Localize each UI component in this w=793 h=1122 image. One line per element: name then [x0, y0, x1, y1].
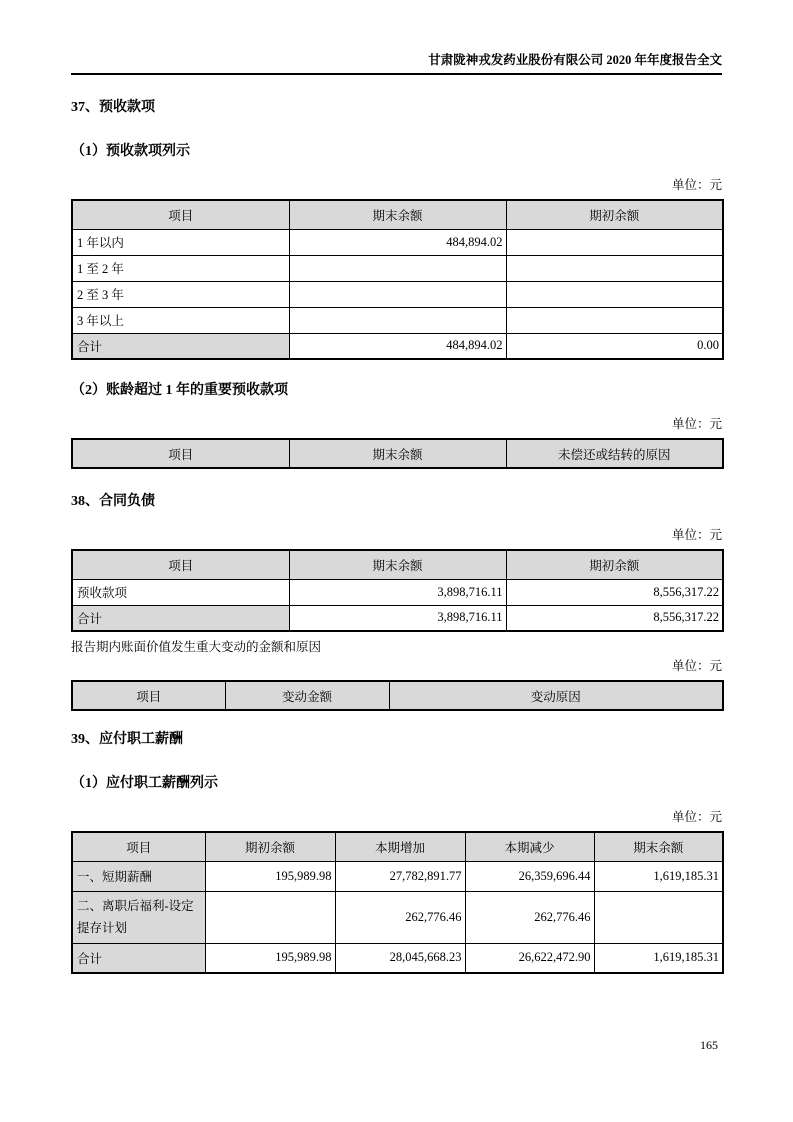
header-cell-ending-balance: 期末余额	[594, 832, 723, 861]
beginning-balance-value: 8,556,317.22	[506, 579, 723, 605]
total-row	[72, 943, 723, 973]
unit-label: 单位：元	[671, 528, 722, 542]
ending-balance-value: 3,898,716.11	[289, 579, 506, 605]
total-beginning-balance: 195,989.98	[205, 943, 335, 973]
section-38-note: 报告期内账面价值发生重大变动的金额和原因	[71, 640, 322, 654]
header-cell-decrease: 本期减少	[465, 832, 594, 861]
total-row	[72, 605, 723, 631]
ending-balance-value: 484,894.02	[289, 229, 506, 255]
ending-balance-value	[289, 255, 506, 281]
section-37-2-title: （2）账龄超过 1 年的重要预收款项	[71, 383, 288, 398]
table-row	[72, 281, 723, 307]
header-cell-item: 项目	[72, 681, 225, 710]
unit-label: 单位：元	[671, 659, 722, 673]
table-row	[72, 229, 723, 255]
section-37-1-title: （1）预收款项列示	[71, 144, 190, 159]
section-38-title: 38、合同负债	[71, 494, 155, 509]
total-ending-balance: 484,894.02	[289, 333, 506, 359]
beginning-balance-value	[506, 229, 723, 255]
total-decrease: 26,622,472.90	[465, 943, 594, 973]
header-cell-item: 项目	[72, 550, 289, 579]
row-label: 2 至 3 年	[72, 281, 289, 307]
ending-balance-value	[594, 891, 723, 943]
beginning-balance-value	[506, 307, 723, 333]
table-row	[72, 891, 723, 943]
total-row	[72, 333, 723, 359]
increase-value: 27,782,891.77	[335, 861, 465, 891]
header-cell-beginning-balance: 期初余额	[205, 832, 335, 861]
ending-balance-value	[289, 307, 506, 333]
aged-prepayments-table	[71, 438, 724, 469]
beginning-balance-value: 195,989.98	[205, 861, 335, 891]
total-label: 合计	[72, 605, 289, 631]
header-cell-change-amount: 变动金额	[225, 681, 389, 710]
beginning-balance-value	[205, 891, 335, 943]
row-label: 1 至 2 年	[72, 255, 289, 281]
beginning-balance-value	[506, 255, 723, 281]
header-cell-increase: 本期增加	[335, 832, 465, 861]
total-label: 合计	[72, 333, 289, 359]
header-cell-beginning-balance: 期初余额	[506, 200, 723, 229]
section-37-title: 37、预收款项	[71, 100, 155, 115]
header-cell-ending-balance: 期末余额	[289, 200, 506, 229]
section-39-1-title: （1）应付职工薪酬列示	[71, 776, 218, 791]
report-header-title: 甘肃陇神戎发药业股份有限公司 2020 年年度报告全文	[71, 0, 722, 75]
table-header-row	[72, 681, 723, 710]
contract-liabilities-table	[71, 549, 724, 632]
table-header-row	[72, 832, 723, 861]
increase-value: 262,776.46	[335, 891, 465, 943]
header-cell-item: 项目	[72, 439, 289, 468]
decrease-value: 26,359,696.44	[465, 861, 594, 891]
header-cell-item: 项目	[72, 200, 289, 229]
header-cell-reason: 未偿还或结转的原因	[506, 439, 723, 468]
total-beginning-balance: 0.00	[506, 333, 723, 359]
changes-table	[71, 680, 724, 711]
decrease-value: 262,776.46	[465, 891, 594, 943]
header-cell-ending-balance: 期末余额	[289, 439, 506, 468]
header-cell-item: 项目	[72, 832, 205, 861]
table-header-row	[72, 439, 723, 468]
beginning-balance-value	[506, 281, 723, 307]
prepayments-table	[71, 199, 724, 360]
table-row	[72, 307, 723, 333]
table-row	[72, 861, 723, 891]
unit-label: 单位：元	[671, 178, 722, 192]
total-ending-balance: 1,619,185.31	[594, 943, 723, 973]
unit-label: 单位：元	[671, 810, 722, 824]
payroll-table	[71, 831, 724, 974]
total-increase: 28,045,668.23	[335, 943, 465, 973]
header-cell-change-reason: 变动原因	[389, 681, 723, 710]
row-label: 一、短期薪酬	[72, 861, 205, 891]
unit-label: 单位：元	[671, 417, 722, 431]
table-header-row	[72, 200, 723, 229]
ending-balance-value: 1,619,185.31	[594, 861, 723, 891]
row-label: 3 年以上	[72, 307, 289, 333]
ending-balance-value	[289, 281, 506, 307]
table-row	[72, 255, 723, 281]
page-number: 165	[700, 1038, 718, 1052]
total-label: 合计	[72, 943, 205, 973]
total-beginning-balance: 8,556,317.22	[506, 605, 723, 631]
row-label: 1 年以内	[72, 229, 289, 255]
row-label: 二、离职后福利-设定提存计划	[72, 891, 205, 943]
row-label: 预收款项	[72, 579, 289, 605]
section-39-title: 39、应付职工薪酬	[71, 732, 183, 747]
header-cell-ending-balance: 期末余额	[289, 550, 506, 579]
header-cell-beginning-balance: 期初余额	[506, 550, 723, 579]
table-row	[72, 579, 723, 605]
table-header-row	[72, 550, 723, 579]
total-ending-balance: 3,898,716.11	[289, 605, 506, 631]
